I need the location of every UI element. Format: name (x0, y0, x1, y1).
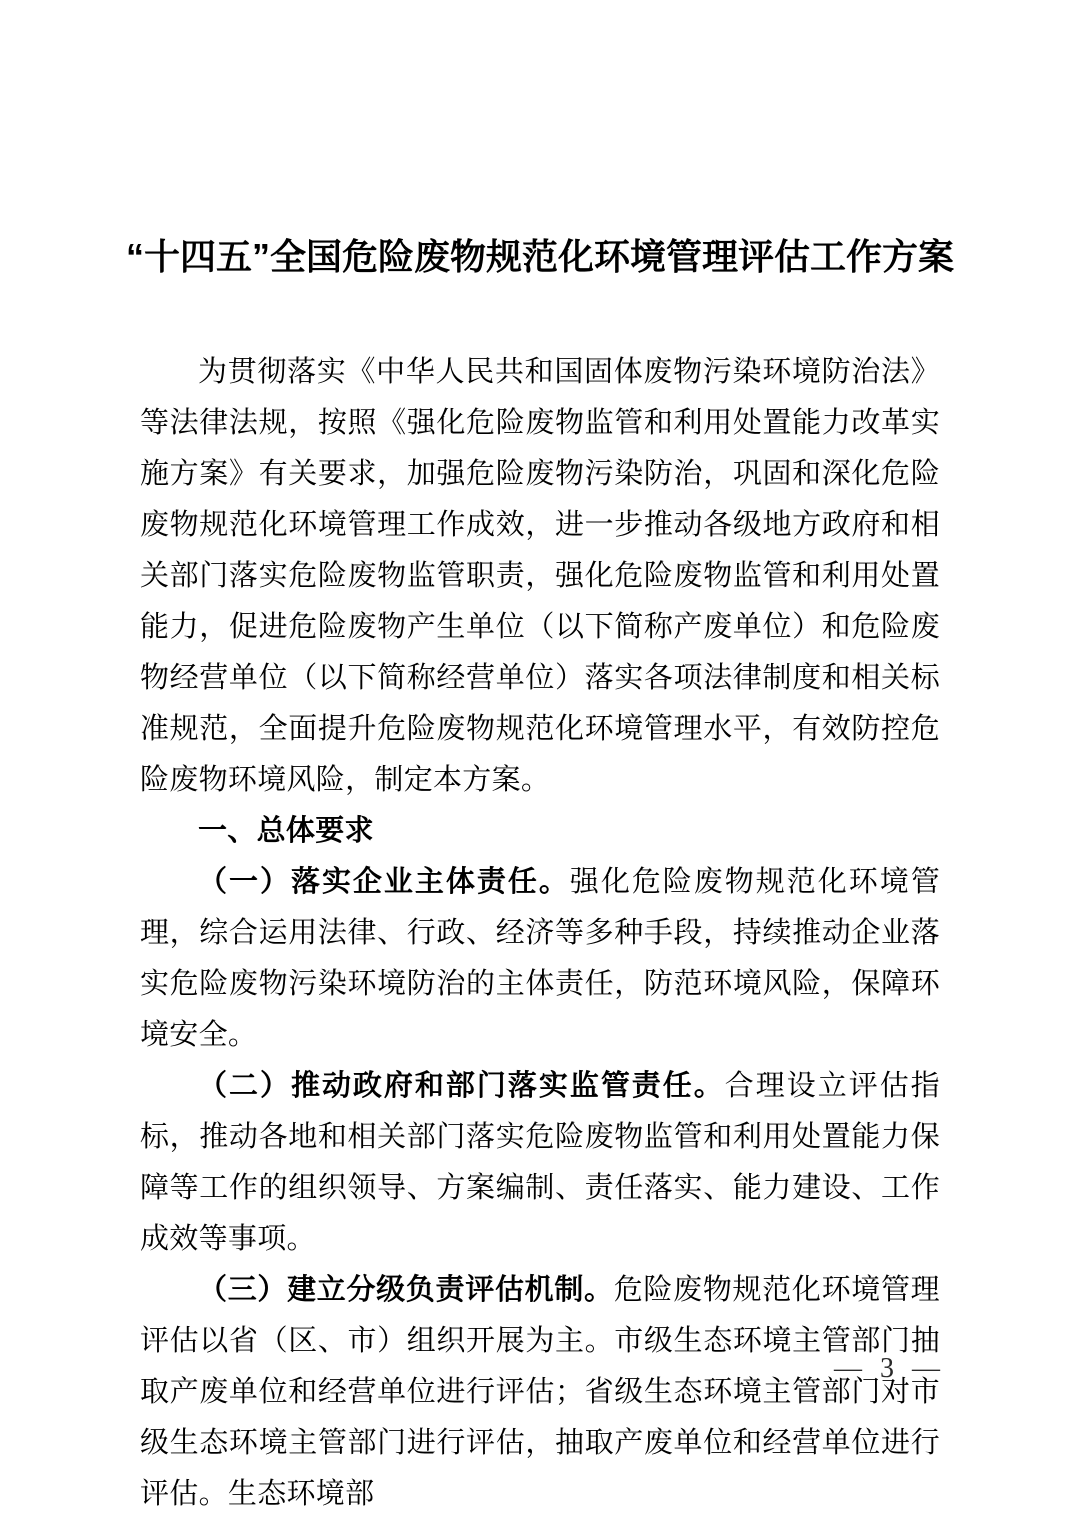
footer-dash-left: — (834, 1353, 862, 1384)
section-heading-overall-requirements: 一、总体要求 (198, 815, 374, 847)
paragraph-item-2 (140, 1061, 940, 1265)
intro-paragraph: 为贯彻落实《中华人民共和国固体废物污染环境防治法》等法律法规，按照《强化危险废物监管和利用处置能力改革实施方案》有关要求，加强危险废物污染防治，巩固和深化危险废物规范化环境管理工作成效，进一步推动各级地方政府和相关部门落实危险废物监管职责，强化危险废物监管和利用处置能力，促进危险废物产生单位（以下简称产废单位）和危险废物经营单位（以下简称经营单位）落实各项法律制度和相关标准规范，全面提升危险废物规范化环境管理水平，有效防控危险废物环境风险，制定本方案。 (140, 356, 940, 796)
page-footer (834, 1352, 940, 1386)
paragraph-item-3-text: 危险废物规范化环境管理评估以省（区、市）组织开展为主。市级生态环境主管部门抽取产废单位和经营单位进行评估；省级生态环境主管部门对市级生态环境主管部门进行评估，抽取产废单位和经营单位进行评估。生态环境部 (140, 1274, 940, 1510)
paragraph-item-1-lead: （一）落实企业主体责任。 (198, 866, 570, 898)
paragraph-item-3 (140, 1265, 940, 1520)
footer-dash-right: — (912, 1353, 940, 1384)
paragraph-item-2-text: 合理设立评估指标，推动各地和相关部门落实危险废物监管和利用处置能力保障等工作的组织领导、方案编制、责任落实、能力建设、工作成效等事项。 (140, 1070, 940, 1255)
paragraph-item-1-text: 强化危险废物规范化环境管理，综合运用法律、行政、经济等多种手段，持续推动企业落实危险废物污染环境防治的主体责任，防范环境风险，保障环境安全。 (140, 866, 940, 1051)
paragraph-item-2-lead: （二）推动政府和部门落实监管责任。 (198, 1070, 725, 1102)
page-number: 3 (880, 1353, 894, 1384)
paragraph-item-3-lead: （三）建立分级负责评估机制。 (198, 1274, 614, 1306)
document-body (140, 347, 940, 1520)
document-title: “十四五”全国危险废物规范化环境管理评估工作方案 (125, 236, 954, 277)
paragraph-item-1 (140, 857, 940, 1061)
